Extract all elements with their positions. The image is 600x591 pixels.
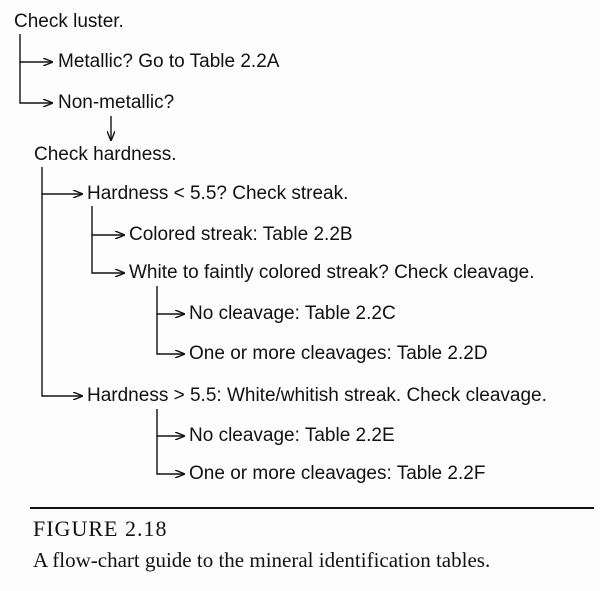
figure-label: FIGURE 2.18	[33, 516, 168, 541]
node-hardness-high: Hardness > 5.5: White/whitish streak. Check cleavage.	[87, 385, 547, 406]
node-high-no-cleavage: No cleavage: Table 2.2E	[189, 425, 395, 446]
node-colored-streak: Colored streak: Table 2.2B	[129, 224, 353, 245]
node-white-streak: White to faintly colored streak? Check cleavage.	[129, 262, 535, 283]
connector-luster-to-nonmetallic	[20, 62, 52, 103]
node-metallic: Metallic? Go to Table 2.2A	[58, 51, 280, 72]
node-high-cleavages: One or more cleavages: Table 2.2F	[189, 463, 486, 484]
connector-high-to-cleavages	[157, 436, 184, 474]
connector-low-to-white	[92, 235, 124, 273]
connector-high-to-no-cleavage	[157, 409, 184, 436]
connector-white-to-cleavages	[157, 314, 184, 354]
connector-luster-to-metallic	[20, 34, 52, 62]
node-non-metallic: Non-metallic?	[58, 92, 175, 113]
connector-hardness-to-low	[42, 167, 82, 194]
node-hardness-low: Hardness < 5.5? Check streak.	[87, 183, 349, 204]
node-check-hardness: Check hardness.	[34, 144, 177, 165]
caption-divider	[30, 507, 594, 509]
connector-hardness-to-high	[42, 194, 82, 396]
node-low-cleavages: One or more cleavages: Table 2.2D	[189, 343, 488, 364]
node-low-no-cleavage: No cleavage: Table 2.2C	[189, 303, 396, 324]
connector-white-to-no-cleavage	[157, 286, 184, 314]
connector-low-to-colored	[92, 206, 124, 235]
node-check-luster: Check luster.	[14, 11, 124, 32]
figure-caption: A flow-chart guide to the mineral identification tables.	[33, 548, 491, 572]
